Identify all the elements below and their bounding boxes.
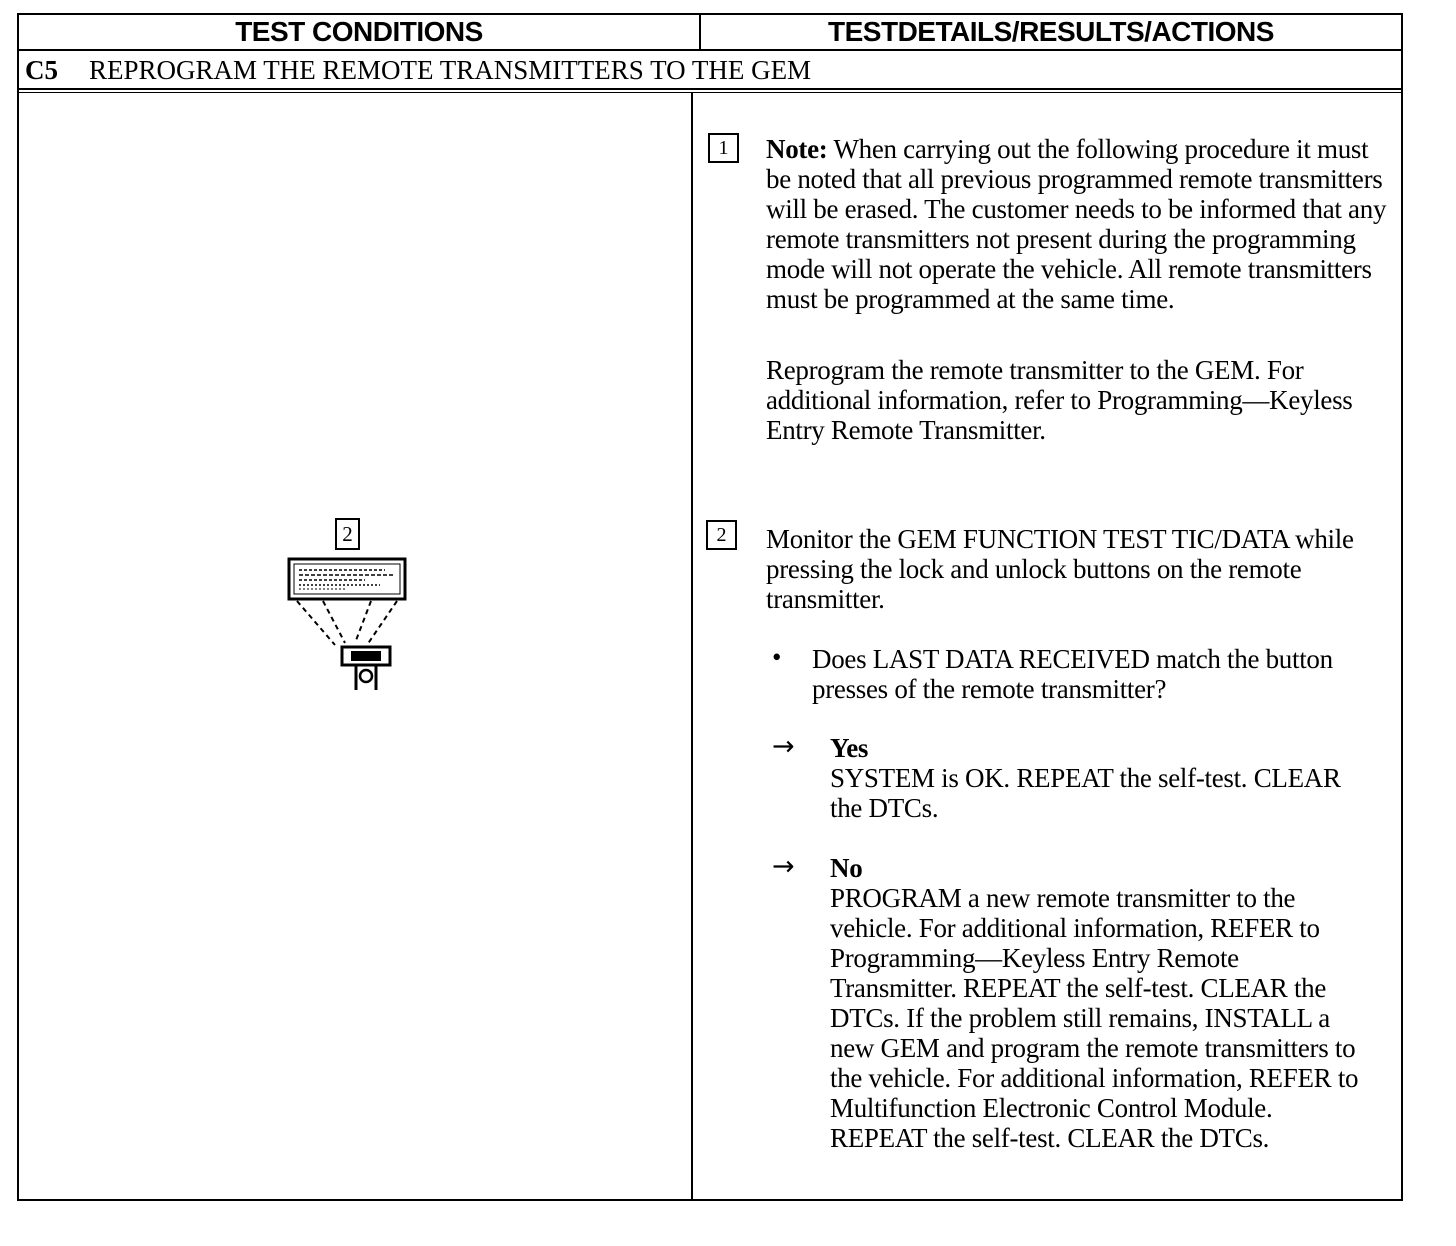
- step1-number: 1: [718, 136, 729, 159]
- step1-instruction: Reprogram the remote transmitter to the GEM. For additional information, refer to Programming—Keyless Entry Remote Transmitter.: [766, 355, 1353, 445]
- step2-number: 2: [716, 523, 727, 546]
- step-code: C5: [25, 54, 58, 85]
- illustration-step-number: 2: [342, 521, 353, 546]
- note-text: When carrying out the following procedure it must be noted that all previous programmed remote transmitters will be erased. The customer needs to be informed that any remote transmitters not present during the programming mode will not operate the vehicle. All remote transmitters must be programmed at the same time.: [766, 134, 1387, 314]
- no-branch: [830, 853, 1370, 1153]
- step-title: REPROGRAM THE REMOTE TRANSMITTERS TO THE GEM: [89, 54, 812, 85]
- header-test-details: TESTDETAILS/RESULTS/ACTIONS: [828, 16, 1274, 47]
- no-action: PROGRAM a new remote transmitter to the vehicle. For additional information, REFER to Programming—Keyless Entry Remote Transmitter. REPEAT the self-test. CLEAR the DTCs. If the problem still remains, INSTALL a new GEM and program the remote transmitters to the vehicle. For additional information, REFER to Multifunction Electronic Control Module. REPEAT the self-test. CLEAR the DTCs.: [830, 883, 1359, 1153]
- yes-label: Yes: [830, 733, 869, 763]
- step2-number-box: [706, 520, 737, 550]
- step2-instruction: Monitor the GEM FUNCTION TEST TIC/DATA while pressing the lock and unlock buttons on the remote transmitter.: [766, 524, 1354, 614]
- step1-note: [766, 134, 1390, 314]
- yes-branch: [830, 733, 1370, 823]
- note-label: Note:: [766, 134, 828, 164]
- yes-action: SYSTEM is OK. REPEAT the self-test. CLEAR the DTCs.: [830, 763, 1341, 823]
- illustration-step-label: [335, 518, 360, 550]
- header-divider: [699, 15, 701, 51]
- yes-arrow: →: [772, 731, 795, 762]
- header-test-conditions: TEST CONDITIONS: [235, 16, 483, 47]
- scan-tool-illustration: [285, 555, 415, 690]
- no-label: No: [830, 853, 863, 883]
- question-bullet: •: [772, 642, 782, 672]
- step2-question: Does LAST DATA RECEIVED match the button presses of the remote transmitter?: [812, 644, 1333, 704]
- step-rule-lower: [19, 92, 1401, 93]
- no-arrow: →: [772, 851, 795, 882]
- step1-number-box: [708, 133, 739, 163]
- body-divider: [691, 93, 693, 1199]
- transmitter-button: [360, 670, 372, 682]
- step-rule-upper: [19, 88, 1401, 90]
- step-title-row: [19, 51, 1401, 89]
